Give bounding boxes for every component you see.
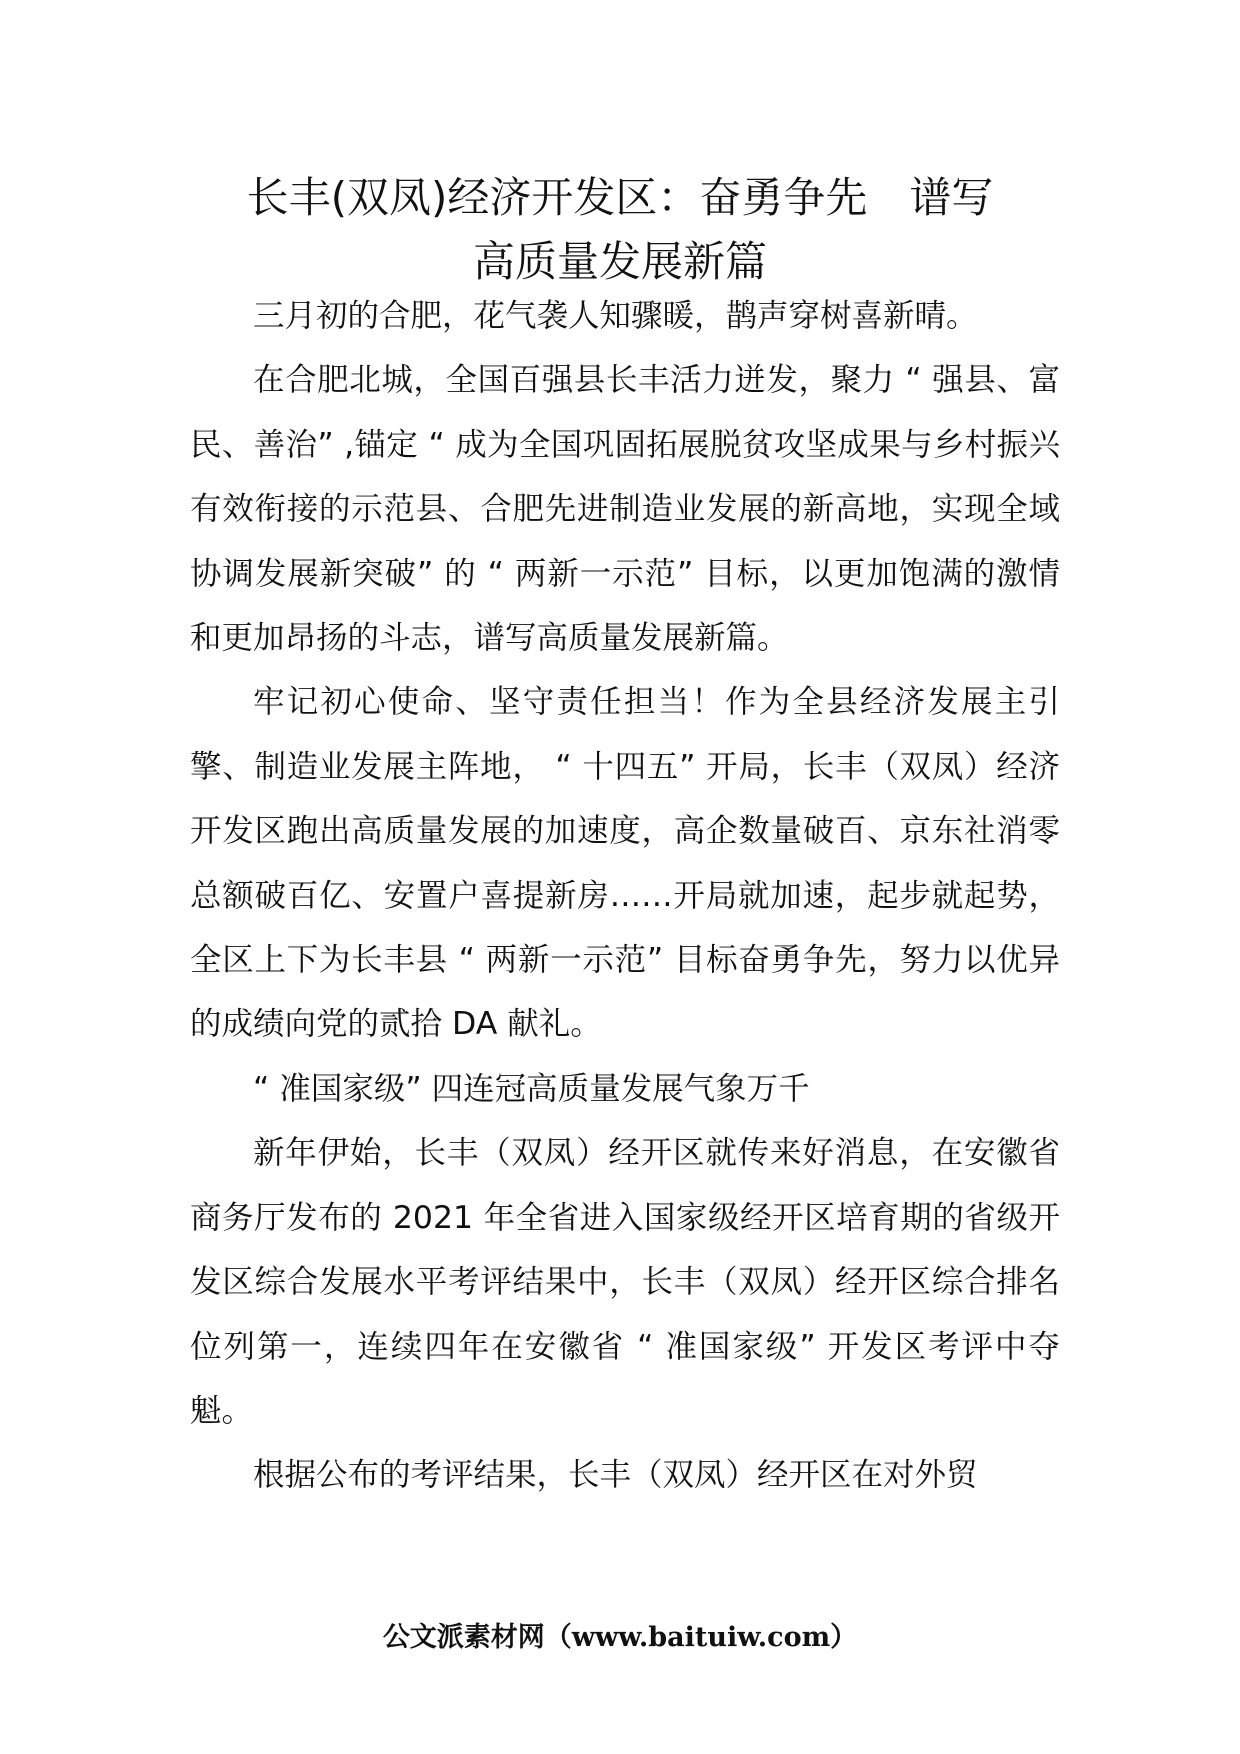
section-heading: “ 准国家级” 四连冠高质量发展气象万千 bbox=[253, 1070, 810, 1107]
paragraph-2: 在合肥北城，全国百强县长丰活力迸发，聚力 “ 强县、富民、善治” ,锚定 “ 成为全国巩固拓展脱贫攻坚成果与乡村振兴有效衔接的示范县、合肥先进制造业发展的新高地，实现全域协调发展新突破” 的 “ 两新一示范” 目标，以更加饱满的激情和更加昂扬的斗志，谱写高质量发展新篇。 bbox=[190, 362, 1060, 657]
document-title-line-2: 高质量发展新篇 bbox=[472, 237, 767, 286]
page-footer: 公文派素材网（www.baituiw.com） bbox=[382, 1622, 858, 1653]
paragraph-5: 根据公布的考评结果，长丰（双凤）经开区在对外贸 bbox=[253, 1457, 978, 1494]
document-body bbox=[190, 284, 1060, 1508]
paragraph-1: 三月初的合肥，花气袭人知骤暖，鹊声穿树喜新晴。 bbox=[253, 298, 978, 334]
document-title-line-1: 长丰(双凤)经济开发区：奋勇争先 谱写 bbox=[246, 173, 994, 222]
paragraph-4: 新年伊始，长丰（双凤）经开区就传来好消息，在安徽省商务厅发布的 2021 年全省进入国家级经开区培育期的省级开发区综合发展水平考评结果中，长丰（双凤）经开区综合排名位列第一，连续四年在安徽省 “ 准国家级” 开发区考评中夺魁。 bbox=[190, 1135, 1060, 1429]
paragraph-3: 牢记初心使命、坚守责任担当！作为全县经济发展主引擎、制造业发展主阵地， “ 十四五” 开局，长丰（双凤）经济开发区跑出高质量发展的加速度，高企数量破百、京东社消零总额破百亿、安置户喜提新房……开局就加速，起步就起势，全区上下为长丰县 “ 两新一示范” 目标奋勇争先，努力以优异的成绩向党的贰拾 DA 献礼。 bbox=[190, 684, 1060, 1043]
